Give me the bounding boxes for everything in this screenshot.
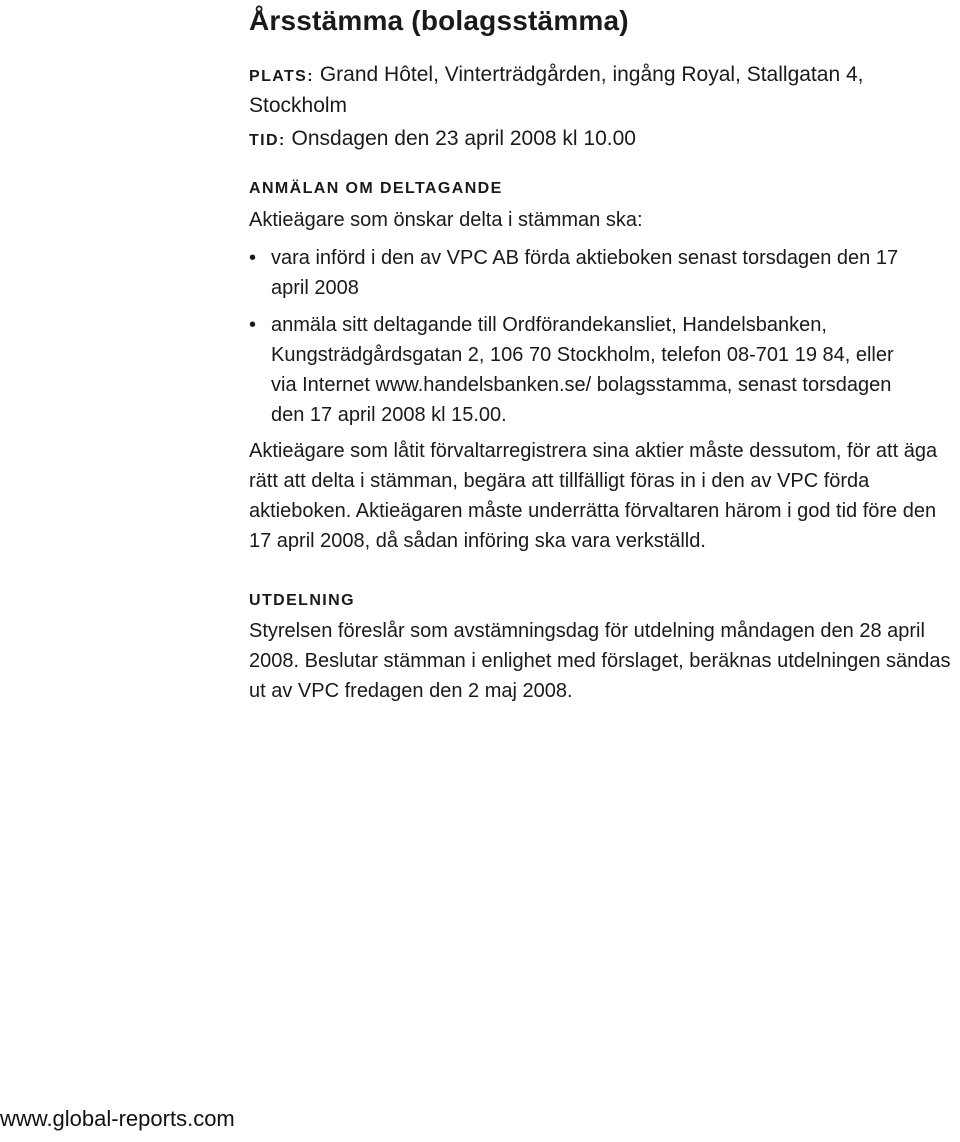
- footer-url: www.global-reports.com: [0, 1106, 235, 1131]
- bullet-icon: •: [249, 314, 257, 336]
- utdelning-heading: UTDELNING: [249, 592, 355, 609]
- anmalan-heading: ANMÄLAN OM DELTAGANDE: [249, 180, 503, 197]
- bullet-text: anmäla sitt deltagande till Ordförandekansliet, Handelsbanken, Kungsträdgårdsgatan 2, 106 70 Stockholm, telefon 08-701 19 84, eller via Internet www.handelsbanken.se/ bolagsstamma, senast torsdagen den 17 april 2008 kl 15.00.: [271, 314, 894, 426]
- tid-line: [249, 124, 960, 155]
- anmalan-bullet-list: [249, 243, 960, 430]
- plats-label: PLATS:: [249, 68, 314, 85]
- plats-value: Grand Hôtel, Vinterträdgården, ingång Royal, Stallgatan 4, Stockholm: [249, 63, 864, 117]
- anmalan-body: Aktieägare som låtit förvaltarregistrera sina aktier måste dessutom, för att äga rätt att delta i stämman, begära att tillfälligt föras in i den av VPC förda aktieboken. Aktieägaren måste underrätta förvaltaren härom i god tid före den 17 april 2008, då sådan införing ska vara verkställd.: [249, 440, 938, 552]
- list-item: [249, 310, 911, 430]
- tid-value: Onsdagen den 23 april 2008 kl 10.00: [291, 127, 636, 150]
- bullet-icon: •: [249, 247, 257, 269]
- page-title: Årsstämma (bolagsstämma): [249, 5, 629, 36]
- plats-line: [249, 60, 960, 120]
- anmalan-intro: Aktieägare som önskar delta i stämman ska:: [249, 209, 643, 231]
- list-item: [249, 243, 911, 303]
- bullet-text: vara införd i den av VPC AB förda aktieboken senast torsdagen den 17 april 2008: [271, 247, 899, 299]
- document-content: [249, 0, 960, 706]
- utdelning-body: Styrelsen föreslår som avstämningsdag för utdelning måndagen den 28 april 2008. Beslutar stämman i enlighet med förslaget, beräknas utdelningen sändas ut av VPC fredagen den 2 maj 2008.: [249, 620, 951, 702]
- tid-label: TID:: [249, 132, 286, 149]
